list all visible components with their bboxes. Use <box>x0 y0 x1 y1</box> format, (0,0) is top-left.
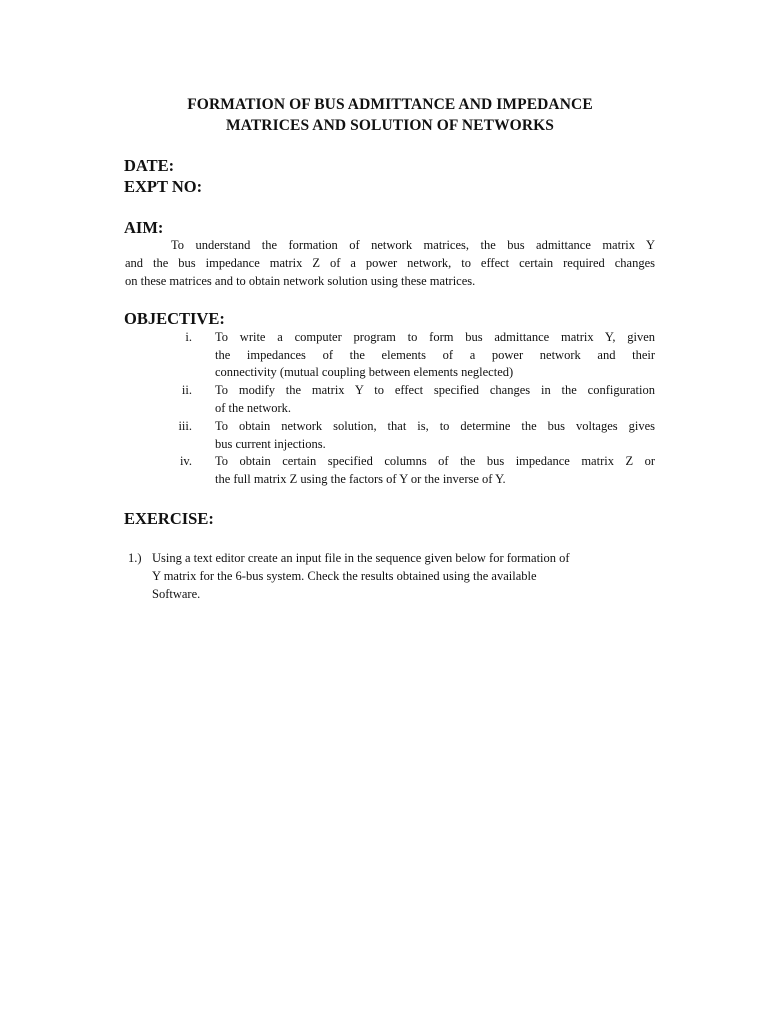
objective-item-text <box>215 453 655 488</box>
objective-item-line: connectivity (mutual coupling between elements neglected) <box>215 365 514 379</box>
objective-item-line: To obtain certain specified columns of the bus impedance matrix Z or <box>215 454 655 468</box>
objective-item-text <box>215 382 655 417</box>
exercise-item-number: 1.) <box>128 551 142 565</box>
document-title <box>100 94 680 136</box>
aim-heading: AIM: <box>124 218 164 237</box>
exercise-item-text <box>152 549 662 603</box>
date-label: DATE: <box>124 156 175 175</box>
objective-item-number: ii. <box>181 383 192 397</box>
objective-item-line: the impedances of the elements of a power network and their <box>215 347 655 362</box>
title-line-1: FORMATION OF BUS ADMITTANCE AND IMPEDANCE <box>187 96 593 113</box>
objective-item-line: To obtain network solution, that is, to determine the bus voltages gives <box>215 419 655 433</box>
exercise-heading: EXERCISE: <box>124 509 214 528</box>
aim-line-1: To understand the formation of network matrices, the bus admittance matrix Y <box>171 238 655 252</box>
objective-item-line: of the network. <box>215 400 292 415</box>
objective-item-text <box>215 329 655 382</box>
objective-item-line: To write a computer program to form bus admittance matrix Y, given <box>215 330 655 344</box>
title-line-2: MATRICES AND SOLUTION OF NETWORKS <box>226 117 554 134</box>
objective-item-number: i. <box>185 330 192 344</box>
aim-paragraph <box>125 236 655 290</box>
aim-line-2: and the bus impedance matrix Z of a power network, to effect certain required changes <box>125 256 655 270</box>
objective-item-line: To modify the matrix Y to effect specified changes in the configuration <box>215 383 655 397</box>
expt-no-label: EXPT NO: <box>124 177 203 196</box>
objective-item-text <box>215 418 655 453</box>
objective-item-number: iv. <box>179 454 192 468</box>
exercise-item-line: Using a text editor create an input file in the sequence given below for formation of <box>152 551 570 565</box>
objective-item-line: bus current injections. <box>215 436 326 451</box>
exercise-item-line: Y matrix for the 6-bus system. Check the results obtained using the available <box>152 569 537 583</box>
objective-item-number: iii. <box>178 419 192 433</box>
objective-heading: OBJECTIVE: <box>124 309 225 328</box>
aim-line-3: on these matrices and to obtain network solution using these matrices. <box>125 274 476 288</box>
objective-item-line: the full matrix Z using the factors of Y or the inverse of Y. <box>215 471 506 486</box>
exercise-item-line: Software. <box>152 587 201 601</box>
